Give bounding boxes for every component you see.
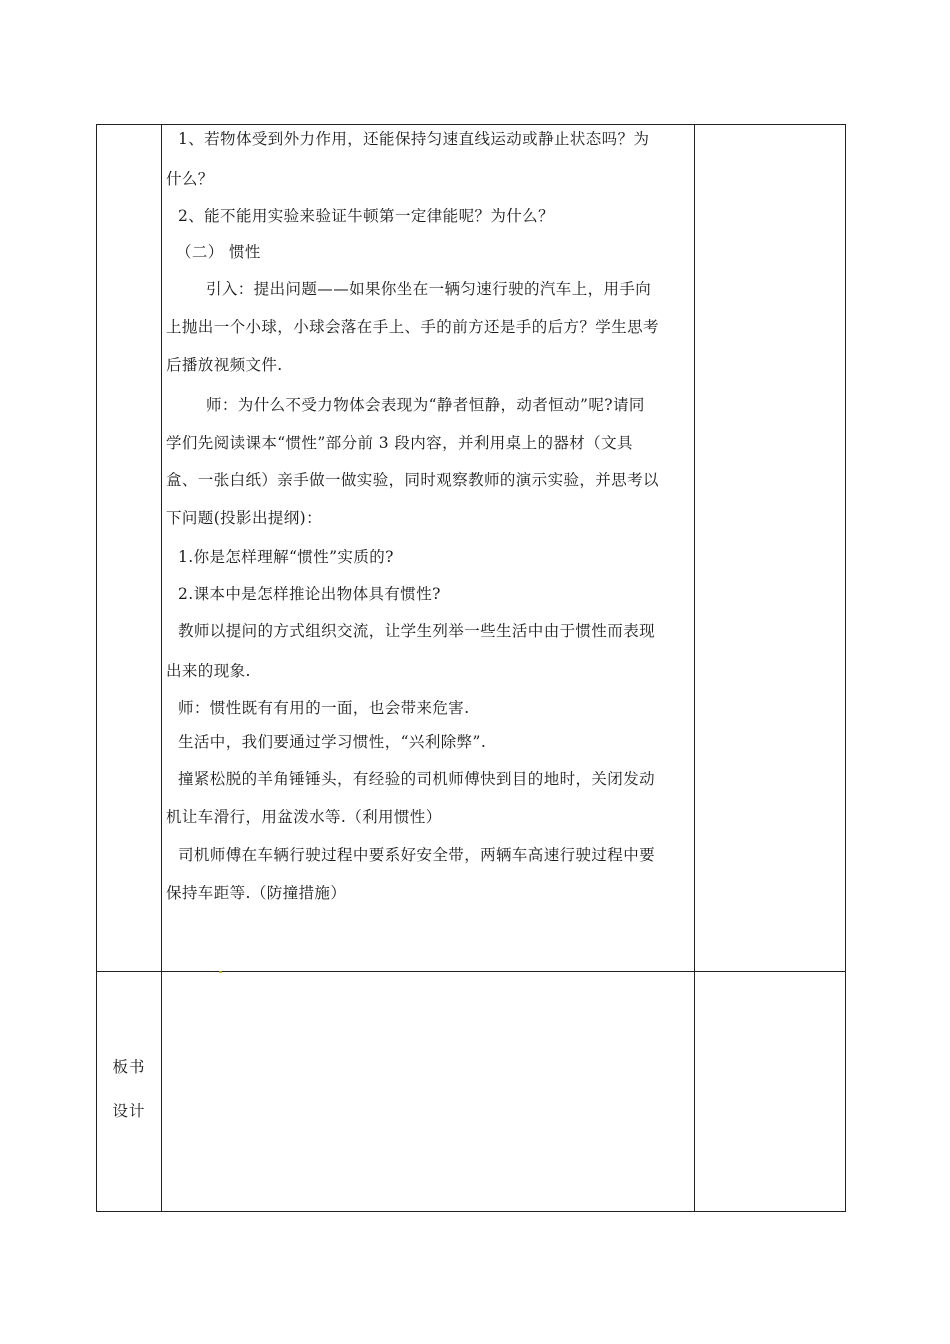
intro-line-2: 上抛出一个小球，小球会落在手上、手的前方还是手的后方？学生思考 [166, 318, 659, 336]
column-divider-left [161, 125, 162, 1211]
section-heading-inertia: （二） 惯性 [176, 243, 261, 261]
discussion-line-1: 教师以提问的方式组织交流，让学生列举一些生活中由于惯性而表现 [178, 622, 656, 640]
outline-item-2: 2.课本中是怎样推论出物体具有惯性? [178, 585, 441, 603]
hazard-line: 师：惯性既有有用的一面，也会带来危害. [178, 699, 470, 717]
teacher-line-1: 师：为什么不受力物体会表现为“静者恒静，动者恒动”呢?请同 [206, 396, 645, 414]
prevent-line-2: 保持车距等.（防撞措施） [166, 884, 347, 902]
question-2: 2、能不能用实验来验证牛顿第一定律能呢？为什么？ [178, 207, 554, 225]
teacher-line-4: 下问题(投影出提纲)： [166, 509, 322, 527]
question-1-line-2: 什么？ [166, 170, 214, 188]
teacher-line-3: 盒、一张白纸）亲手做一做实验，同时观察教师的演示实验，并思考以 [166, 471, 659, 489]
prevent-line-1: 司机师傅在车辆行驶过程中要系好安全带，两辆车高速行驶过程中要 [178, 846, 656, 864]
ink-speck [219, 971, 222, 973]
row-divider [97, 971, 845, 972]
board-design-label-line-2: 设计 [112, 1102, 146, 1120]
intro-line-1: 引入：提出问题——如果你坐在一辆匀速行驶的汽车上，用手向 [206, 280, 652, 298]
intro-line-3: 后播放视频文件. [166, 356, 283, 374]
use-inertia-line-1: 撞紧松脱的羊角锤锤头，有经验的司机师傅快到目的地时，关闭发动 [178, 770, 656, 788]
use-inertia-line-2: 机让车滑行，用盆泼水等.（利用惯性） [166, 808, 442, 826]
question-1-line-1: 1、若物体受到外力作用，还能保持匀速直线运动或静止状态吗？为 [178, 130, 650, 148]
discussion-line-2: 出来的现象. [166, 662, 251, 680]
lesson-table [96, 124, 846, 1212]
column-divider-right [694, 125, 695, 1211]
life-line: 生活中，我们要通过学习惯性，“兴利除弊”. [178, 733, 487, 751]
teacher-line-2: 学们先阅读课本“惯性”部分前 3 段内容，并利用桌上的器材（文具 [166, 434, 633, 452]
outline-item-1: 1.你是怎样理解“惯性”实质的? [178, 548, 394, 566]
board-design-label-line-1: 板书 [112, 1058, 146, 1076]
